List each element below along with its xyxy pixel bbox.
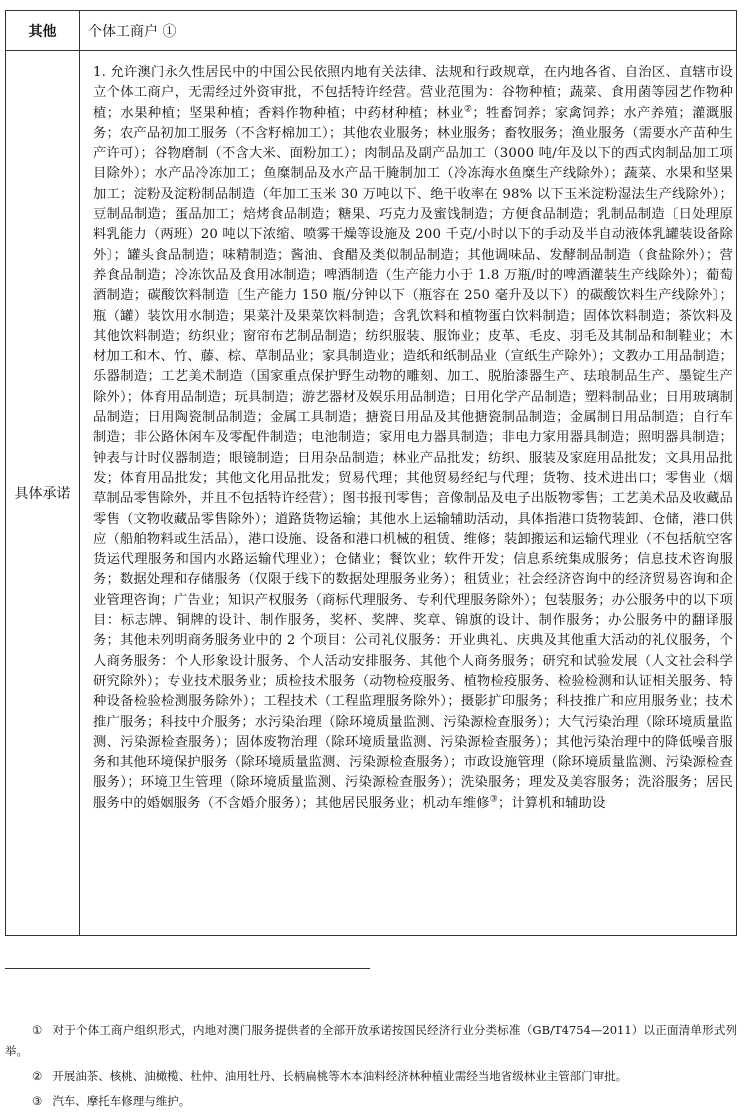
footnote-3: [5, 1091, 737, 1112]
commitment-table: [5, 10, 737, 936]
column-divider: [79, 11, 80, 935]
footnote-2-mark: ②: [32, 1069, 43, 1083]
footnote-2-text: 开展油茶、核桃、油橄榄、杜仲、油用牡丹、长柄扁桃等木本油料经济林种植业需经当地省级林业主管部门审批。: [52, 1069, 628, 1083]
footnote-1: [5, 1020, 737, 1062]
footnote-3-text: 汽车、摩托车修理与维护。: [52, 1094, 191, 1108]
footnotes: [5, 1020, 737, 1116]
footnote-ref: ③: [489, 794, 498, 805]
footnote-rule: [5, 968, 370, 969]
row-value-individual-business: 个体工商户 ①: [88, 23, 177, 40]
commitment-text-run: ；牲畜饲养；家禽饲养；水产养殖；灌溉服务；农产品初加工服务（不含籽棉加工）；其他农业服务；林业服务；畜牧服务；渔业服务（需要水产苗种生产许可）；谷物磨制（不含大米、面粉加工）；肉制品及副产品加工（3000 吨/年及以下的西式肉制品加工项目除外）；水产品冷冻加工；鱼糜制品及水产品干腌制加工（冷冻海水鱼糜生产线除外）；蔬菜、水果和坚果加工；淀粉及淀粉制品制造（年加工玉米 30 万吨以下、绝干收率在 98% 以下玉米淀粉湿法生产线除外）；豆制品制造；蛋品加工；焙烤食品制造；糖果、巧克力及蜜饯制造；方便食品制造；乳制品制造〔日处理原料乳能力（两班）20 吨以下浓缩、喷雾干燥等设施及 200 千克/小时以下的手动及半自动液体乳罐装设备除外〕；罐头食品制造；味精制造；酱油、食醋及类似制品制造；其他调味品、发酵制品制造（食盐除外）；营养食品制造；冷冻饮品及食用冰制造；啤酒制造（生产能力小于 1.8 万瓶/时的啤酒灌装生产线除外）；葡萄酒制造；碳酸饮料制造〔生产能力 150 瓶/分钟以下（瓶容在 250 毫升及以下）的碳酸饮料生产线除外〕；瓶（罐）装饮用水制造；果菜汁及果菜饮料制造；含乳饮料和植物蛋白饮料制造；固体饮料制造；茶饮料及其他饮料制造；纺织业；窗帘布艺制品制造；纺织服装、服饰业；皮革、毛皮、羽毛及其制品和制鞋业；木材加工和木、竹、藤、棕、草制品业；家具制造业；造纸和纸制品业（宣纸生产除外）；文教办工用品制造；乐器制造；工艺美术制造（国家重点保护野生动物的雕刻、加工、脱胎漆器生产、珐琅制品生产、墨锭生产除外）；体育用品制造；玩具制造；游艺器材及娱乐用品制造；日用化学产品制造；塑料制品业；日用玻璃制品制造；日用陶瓷制品制造；金属工具制造；搪瓷日用品及其他搪瓷制品制造；金属制日用品制造；自行车制造；非公路休闲车及零配件制造；电池制造；家用电力器具制造；非电力家用器具制造；照明器具制造；钟表与计时仪器制造；眼镜制造；日用杂品制造；林业产品批发；纺织、服装及家庭用品批发；文具用品批发；体育用品批发；其他文化用品批发；贸易代理；其他贸易经纪与代理；货物、技术进出口；零售业（烟草制品零售除外，并且不包括特许经营）；图书报刊零售；音像制品及电子出版物零售；工艺美术品及收藏品零售（文物收藏品零售除外）；道路货物运输；其他水上运输辅助活动，具体指港口货物装卸、仓储，港口供应（船舶物料或生活品），港口设施、设备和港口机械的租赁、维修；装卸搬运和运输代理业（不包括航空客货运代理服务和国内水路运输代理业）；仓储业；餐饮业；软件开发；信息系统集成服务；信息技术咨询服务；数据处理和存储服务（仅限于线下的数据处理服务业务）；租赁业；社会经济咨询中的经济贸易咨询和企业管理咨询；广告业；知识产权服务（商标代理服务、专利代理服务除外）；包装服务；办公服务中的以下项目：标志牌、铜牌的设计、制作服务，奖杯、奖牌、奖章、锦旗的设计、制作服务；办公服务中的翻译服务；其他未列明商务服务业中的 2 个项目：公司礼仪服务：开业典礼、庆典及其他重大活动的礼仪服务，个人商务服务：个人形象设计服务、个人活动安排服务、其他个人商务服务；研究和试验发展（人文社会科学研究除外）；专业技术服务业；质检技术服务（动物检疫服务、植物检疫服务、检验检测和认证相关服务、特种设备检验检测服务除外）；工程技术（工程监理服务除外）；摄影扩印服务；科技推广和应用服务业；技术推广服务；科技中介服务；水污染治理（除环境质量监测、污染源检查服务）；大气污染治理（除环境质量监测、污染源检查服务）；固体废物治理（除环境质量监测、污染源检查服务）；其他污染治理中的降低噪音服务和其他环境保护服务（除环境质量监测、污染源检查服务）；市政设施管理（除环境质量监测、污染源检查服务）；环境卫生管理（除环境质量监测、污染源检查服务）；洗染服务；理发及美容服务；洗浴服务；居民服务中的婚姻服务（不含婚介服务）；其他居民服务业；机动车维修: [93, 105, 734, 811]
commitment-text-run: ；计算机和辅助设: [497, 795, 606, 811]
footnote-3-mark: ③: [32, 1094, 43, 1108]
footnote-1-mark: ①: [32, 1023, 43, 1037]
footnote-ref: ②: [463, 104, 473, 115]
footnote-2: [5, 1066, 737, 1087]
commitment-body-text: [93, 63, 733, 814]
footnote-1-text: 对于个体工商户组织形式，内地对澳门服务提供者的全部开放承诺按国民经济行业分类标准（GB/T4754—2011）以正面清单形式列举。: [5, 1023, 737, 1058]
commitment-text-run: 1. 允许澳门永久性居民中的中国公民依照内地有关法律、法规和行政规章，在内地各省、自治区、直辖市设立个体工商户，无需经过外资审批，不包括特许经营。营业范围为：谷物种植；蔬菜、食用菌等园艺作物种植；水果种植；坚果种植；香料作物种植；中药材种植；林业: [93, 65, 733, 121]
row-label-other: 其他: [28, 23, 57, 40]
table-row-other: [6, 11, 736, 51]
row-label-specific-commitment: 具体承诺: [14, 486, 71, 502]
